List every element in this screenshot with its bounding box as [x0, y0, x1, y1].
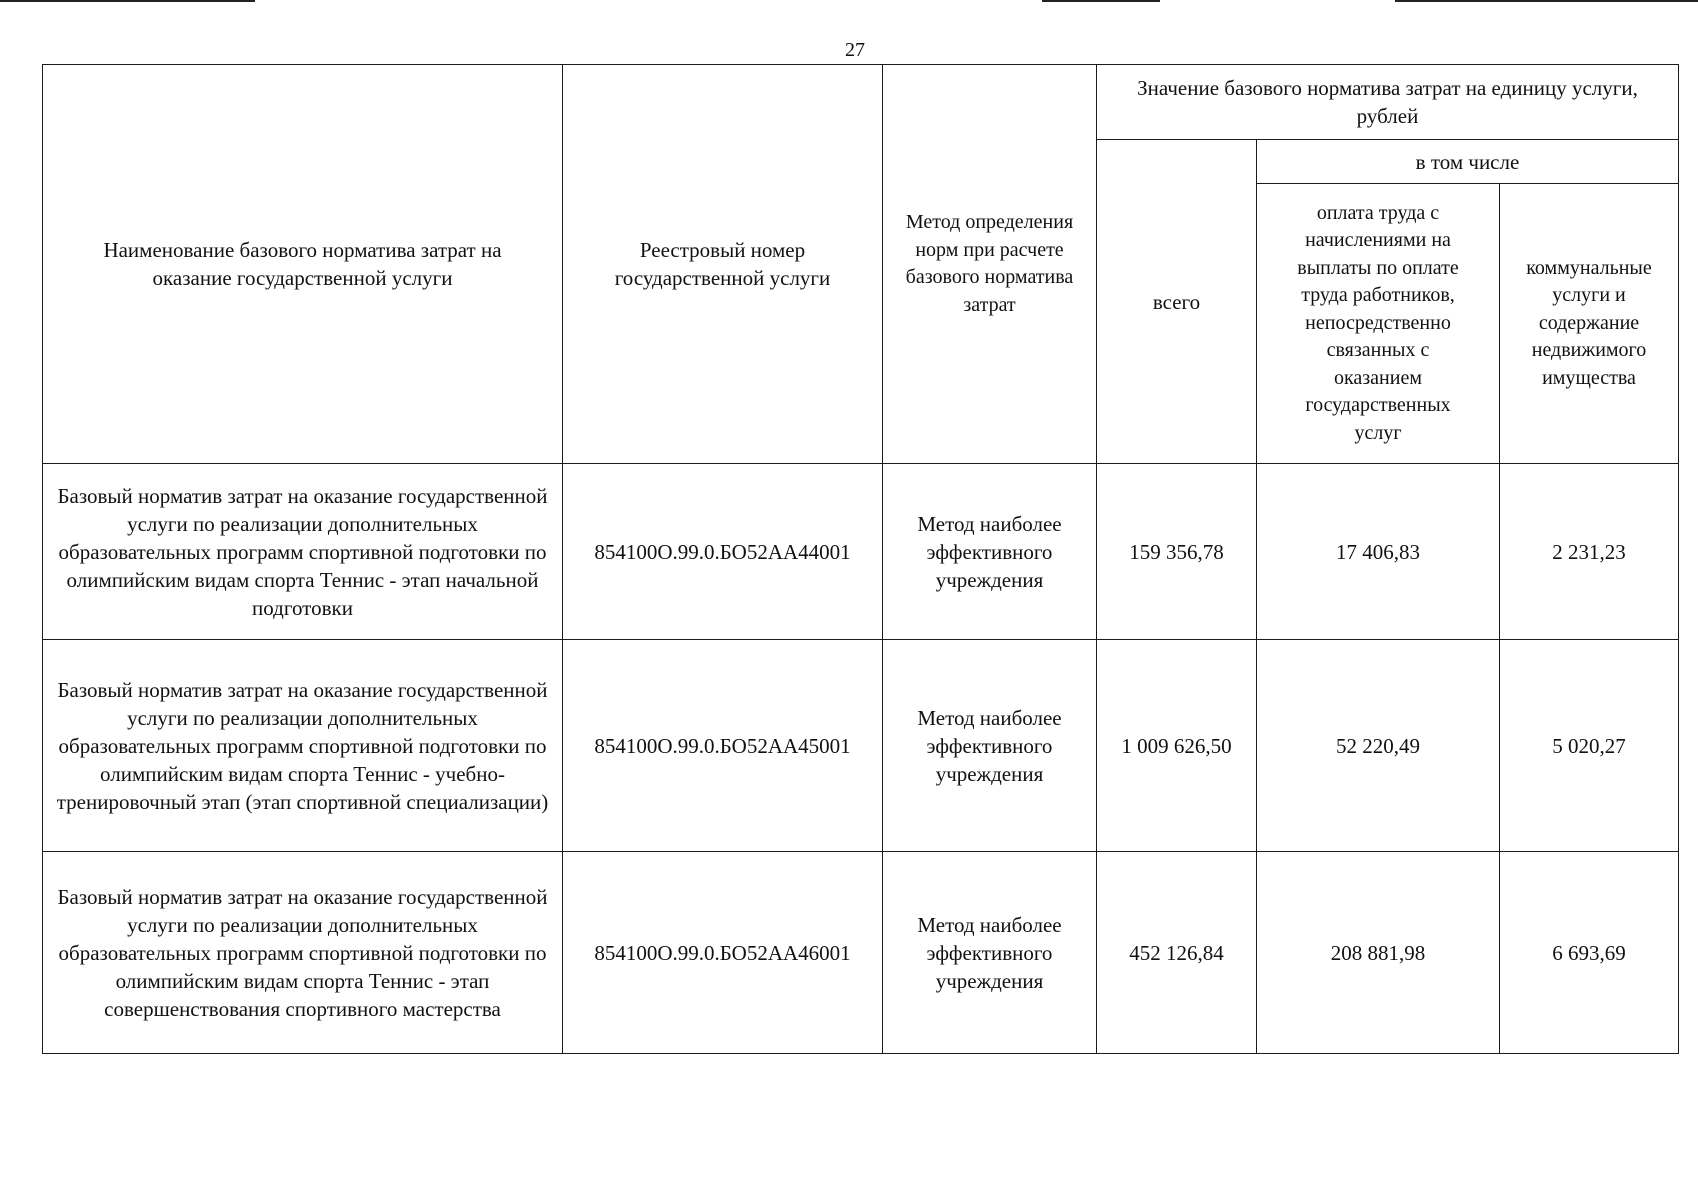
row-registry-number: 854100О.99.0.БО52АА44001	[563, 464, 883, 640]
row-utilities-cost: 5 020,27	[1500, 640, 1679, 852]
row-utilities-cost: 2 231,23	[1500, 464, 1679, 640]
header-value-group: Значение базового норматива затрат на единицу услуги, рублей	[1097, 65, 1679, 140]
row-labor-cost: 208 881,98	[1257, 852, 1500, 1054]
row-labor-cost: 17 406,83	[1257, 464, 1500, 640]
row-name: Базовый норматив затрат на оказание государственной услуги по реализации дополнительных образовательных программ спортивной подготовки по олимпийским видам спорта Теннис - учебно-тренировочный этап (этап спортивной специализации)	[43, 640, 563, 852]
header-utilities-cost: коммунальные услуги и содержание недвижимого имущества	[1500, 184, 1679, 464]
header-name: Наименование базового норматива затрат на оказание государственной услуги	[43, 65, 563, 464]
row-name: Базовый норматив затрат на оказание государственной услуги по реализации дополнительных образовательных программ спортивной подготовки по олимпийским видам спорта Теннис - этап начальной подготовки	[43, 464, 563, 640]
scan-artifact-line	[0, 0, 255, 2]
row-name: Базовый норматив затрат на оказание государственной услуги по реализации дополнительных образовательных программ спортивной подготовки по олимпийским видам спорта Теннис - этап совершенствования спортивного мастерства	[43, 852, 563, 1054]
scan-artifact-line	[1395, 0, 1698, 2]
header-labor-cost: оплата труда с начислениями на выплаты по оплате труда работников, непосредственно связанных с оказанием государственных услуг	[1257, 184, 1500, 464]
row-total: 159 356,78	[1097, 464, 1257, 640]
scan-artifact-line	[1042, 0, 1160, 2]
row-method: Метод наиболее эффективного учреждения	[883, 464, 1097, 640]
row-registry-number: 854100О.99.0.БО52АА46001	[563, 852, 883, 1054]
header-row	[43, 65, 1679, 140]
header-method: Метод определения норм при расчете базового норматива затрат	[883, 65, 1097, 464]
cost-norms-table	[42, 64, 1679, 1054]
page-number: 27	[845, 39, 865, 61]
header-total: всего	[1097, 140, 1257, 464]
table-row	[43, 464, 1679, 640]
row-total: 452 126,84	[1097, 852, 1257, 1054]
header-including: в том числе	[1257, 140, 1679, 184]
row-labor-cost: 52 220,49	[1257, 640, 1500, 852]
row-total: 1 009 626,50	[1097, 640, 1257, 852]
row-method: Метод наиболее эффективного учреждения	[883, 640, 1097, 852]
table-row	[43, 852, 1679, 1054]
table-row	[43, 640, 1679, 852]
row-method: Метод наиболее эффективного учреждения	[883, 852, 1097, 1054]
row-registry-number: 854100О.99.0.БО52АА45001	[563, 640, 883, 852]
row-utilities-cost: 6 693,69	[1500, 852, 1679, 1054]
header-registry-number: Реестровый номер государственной услуги	[563, 65, 883, 464]
